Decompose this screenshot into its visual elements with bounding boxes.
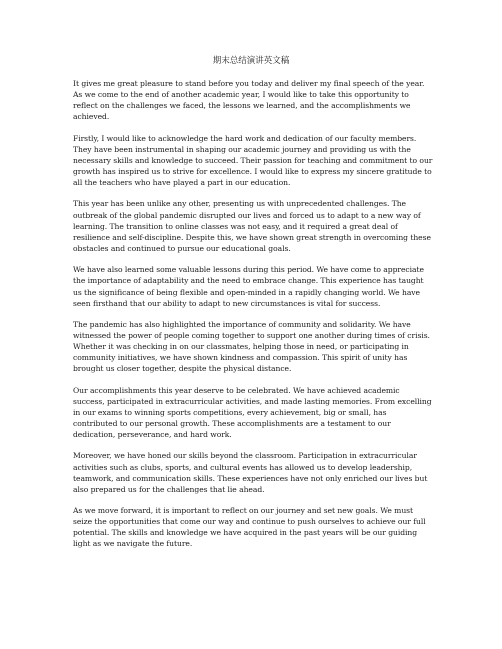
paragraph-5: The pandemic has also highlighted the importance of community and solidarity. We have witnessed the power of people coming together to support one another during times of crisis. Whether it was checking in on our classmates, helping those in need, or participating in community initiatives, we have shown kindness and compassion. This spirit of unity has brought us closer together, despite the physical distance. [73, 319, 430, 374]
paragraph-3: This year has been unlike any other, presenting us with unprecedented challenges. The outbreak of the global pandemic disrupted our lives and forced us to adapt to a new way of learning. The transition to online classes was not easy, and it required a great deal of resilience and self-discipline. Despite this, we have shown great strength in overcoming these obstacles and continued to pursue our educational goals. [73, 199, 431, 254]
paragraph-4: We have also learned some valuable lessons during this period. We have come to appreciate the importance of adaptability and the need to embrace change. This experience has taught us the significance of being flexible and open-minded in a rapidly changing world. We have seen firsthand that our ability to adapt to new circumstances is vital for success. [73, 265, 424, 308]
paragraph-2: Firstly, I would like to acknowledge the hard work and dedication of our faculty members. They have been instrumental in shaping our academic journey and providing us with the necessary skills and knowledge to succeed. Their passion for teaching and commitment to our growth has inspired us to strive for excellence. I would like to express my sincere gratitude to all the teachers who have played a part in our education. [73, 133, 433, 188]
document-title: 期末总结演讲英文稿 [212, 56, 290, 66]
paragraph-7: Moreover, we have honed our skills beyond the classroom. Participation in extracurricular activities such as clubs, sports, and cultural events has allowed us to develop leadership, teamwork, and communication skills. These experiences have not only enriched our lives but also prepared us for the challenges that lie ahead. [73, 451, 428, 494]
paragraph-8: As we move forward, it is important to reflect on our journey and set new goals. We must seize the opportunities that come our way and continue to push ourselves to achieve our full potential. The skills and knowledge we have acquired in the past years will be our guiding light as we navigate the future. [73, 506, 426, 549]
paragraph-6: Our accomplishments this year deserve to be celebrated. We have achieved academic success, participated in extracurricular activities, and made lasting memories. From excelling in our exams to winning sports competitions, every achievement, big or small, has contributed to our personal growth. These accomplishments are a testament to our dedication, perseverance, and hard work. [73, 385, 432, 440]
document-body [73, 78, 433, 560]
paragraph-1: It gives me great pleasure to stand before you today and deliver my final speech of the year. As we come to the end of another academic year, I would like to take this opportunity to reflect on the challenges we faced, the lessons we learned, and the accomplishments we achieved. [73, 79, 425, 122]
